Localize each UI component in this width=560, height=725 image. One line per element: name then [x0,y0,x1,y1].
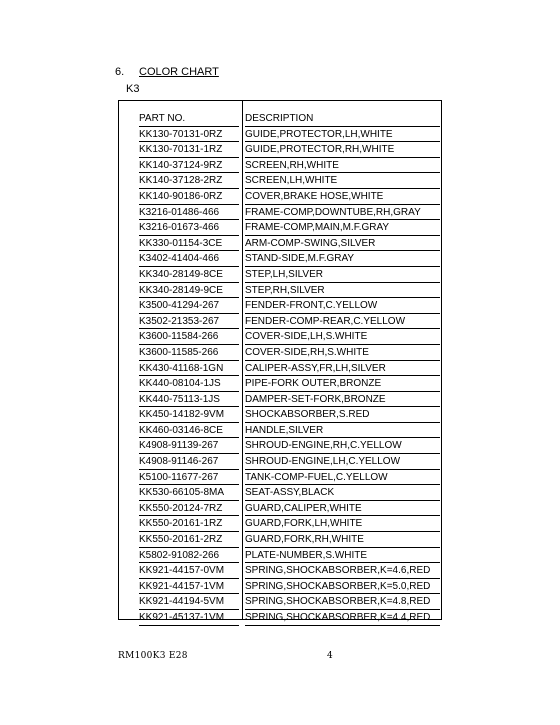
table-row [132,329,442,345]
table-row [132,563,442,579]
part-number-cell: KK130-70131-0RZ [139,127,239,143]
table-row [132,345,442,361]
description-cell: ARM-COMP-SWING,SILVER [245,236,440,252]
part-number-cell: K3216-01486-466 [139,205,239,221]
description-cell: SHROUD-ENGINE,RH,C.YELLOW [245,438,440,454]
part-number-cell: K3216-01673-466 [139,220,239,236]
description-cell: COVER-SIDE,LH,S.WHITE [245,329,440,345]
part-number-cell: KK921-44194-5VM [139,594,239,610]
table-row [132,173,442,189]
part-number-cell: KK140-37128-2RZ [139,173,239,189]
description-cell: GUARD,CALIPER,WHITE [245,501,440,517]
section-heading [115,66,219,78]
part-number-cell: KK921-44157-0VM [139,563,239,579]
part-number-cell: K3502-21353-267 [139,314,239,330]
header-description: DESCRIPTION [245,111,440,127]
description-cell: FRAME-COMP,DOWNTUBE,RH,GRAY [245,205,440,221]
table-row [132,127,442,143]
table-row [132,548,442,564]
section-number: 6. [115,66,125,78]
table-row [132,501,442,517]
table-row [132,142,442,158]
part-number-cell: KK550-20161-2RZ [139,532,239,548]
description-cell: SHOCKABSORBER,S.RED [245,407,440,423]
description-cell: GUIDE,PROTECTOR,LH,WHITE [245,127,440,143]
description-cell: DAMPER-SET-FORK,BRONZE [245,392,440,408]
description-cell: GUARD,FORK,LH,WHITE [245,516,440,532]
table-row [132,251,442,267]
part-number-cell: KK550-20161-1RZ [139,516,239,532]
page-number: 4 [327,651,333,661]
part-number-cell: KK530-66105-8MA [139,485,239,501]
part-number-cell: KK921-45137-1VM [139,610,239,626]
part-number-cell: K3600-11584-266 [139,329,239,345]
description-cell: COVER-SIDE,RH,S.WHITE [245,345,440,361]
table-row [132,298,442,314]
description-cell: SPRING,SHOCKABSORBER,K=5.0,RED [245,579,440,595]
part-number-cell: KK330-01154-3CE [139,236,239,252]
part-number-cell: KK130-70131-1RZ [139,142,239,158]
part-number-cell: K5802-91082-266 [139,548,239,564]
part-number-cell: K3402-41404-466 [139,251,239,267]
description-cell: SCREEN,LH,WHITE [245,173,440,189]
description-cell: FRAME-COMP,MAIN,M.F.GRAY [245,220,440,236]
header-part-no: PART NO. [139,111,239,127]
part-number-cell: KK340-28149-9CE [139,283,239,299]
description-cell: TANK-COMP-FUEL,C.YELLOW [245,470,440,486]
part-number-cell: KK140-37124-9RZ [139,158,239,174]
table-row [132,516,442,532]
table-row [132,236,442,252]
table-row [132,376,442,392]
part-number-cell: K3600-11585-266 [139,345,239,361]
description-cell: SPRING,SHOCKABSORBER,K=4.8,RED [245,594,440,610]
part-number-cell: KK140-90186-0RZ [139,189,239,205]
description-cell: COVER,BRAKE HOSE,WHITE [245,189,440,205]
table-row [132,407,442,423]
table-row [132,423,442,439]
description-cell: SPRING,SHOCKABSORBER,K=4.6,RED [245,563,440,579]
description-cell: FENDER-FRONT,C.YELLOW [245,298,440,314]
table-row [132,579,442,595]
table-row [132,438,442,454]
table-row [132,314,442,330]
table-row [132,454,442,470]
description-cell: STEP,LH,SILVER [245,267,440,283]
table-row [132,485,442,501]
description-cell: HANDLE,SILVER [245,423,440,439]
part-number-cell: KK450-14182-9VM [139,407,239,423]
model-label: K3 [126,83,140,95]
description-cell: PIPE-FORK OUTER,BRONZE [245,376,440,392]
description-cell: SPRING,SHOCKABSORBER,K=4.4,RED [245,610,440,626]
description-cell: SHROUD-ENGINE,LH,C.YELLOW [245,454,440,470]
description-cell: FENDER-COMP-REAR,C.YELLOW [245,314,440,330]
table-row [132,594,442,610]
table-row [132,610,442,626]
table-row [132,470,442,486]
description-cell: GUARD,FORK,RH,WHITE [245,532,440,548]
table-row [132,189,442,205]
description-cell: SEAT-ASSY,BLACK [245,485,440,501]
description-cell: STAND-SIDE,M.F.GRAY [245,251,440,267]
description-cell: SCREEN,RH,WHITE [245,158,440,174]
part-number-cell: K5100-11677-267 [139,470,239,486]
table-row [132,267,442,283]
part-number-cell: KK460-03146-8CE [139,423,239,439]
table-row [132,392,442,408]
table-row [132,158,442,174]
description-cell: GUIDE,PROTECTOR,RH,WHITE [245,142,440,158]
part-number-cell: KK340-28149-8CE [139,267,239,283]
section-title: COLOR CHART [139,66,219,78]
table-row [132,283,442,299]
table-row [132,205,442,221]
part-number-cell: K4908-91146-267 [139,454,239,470]
table-row [132,361,442,377]
document-code: RM100K3 E28 [118,651,188,661]
table-body [132,111,442,626]
description-cell: PLATE-NUMBER,S.WHITE [245,548,440,564]
part-number-cell: KK921-44157-1VM [139,579,239,595]
part-number-cell: K3500-41294-267 [139,298,239,314]
description-cell: STEP,RH,SILVER [245,283,440,299]
table-header-row [132,111,442,127]
part-number-cell: KK550-20124-7RZ [139,501,239,517]
table-row [132,532,442,548]
table-row [132,220,442,236]
part-number-cell: KK430-41168-1GN [139,361,239,377]
part-number-cell: KK440-08104-1JS [139,376,239,392]
part-number-cell: K4908-91139-267 [139,438,239,454]
part-number-cell: KK440-75113-1JS [139,392,239,408]
description-cell: CALIPER-ASSY,FR,LH,SILVER [245,361,440,377]
